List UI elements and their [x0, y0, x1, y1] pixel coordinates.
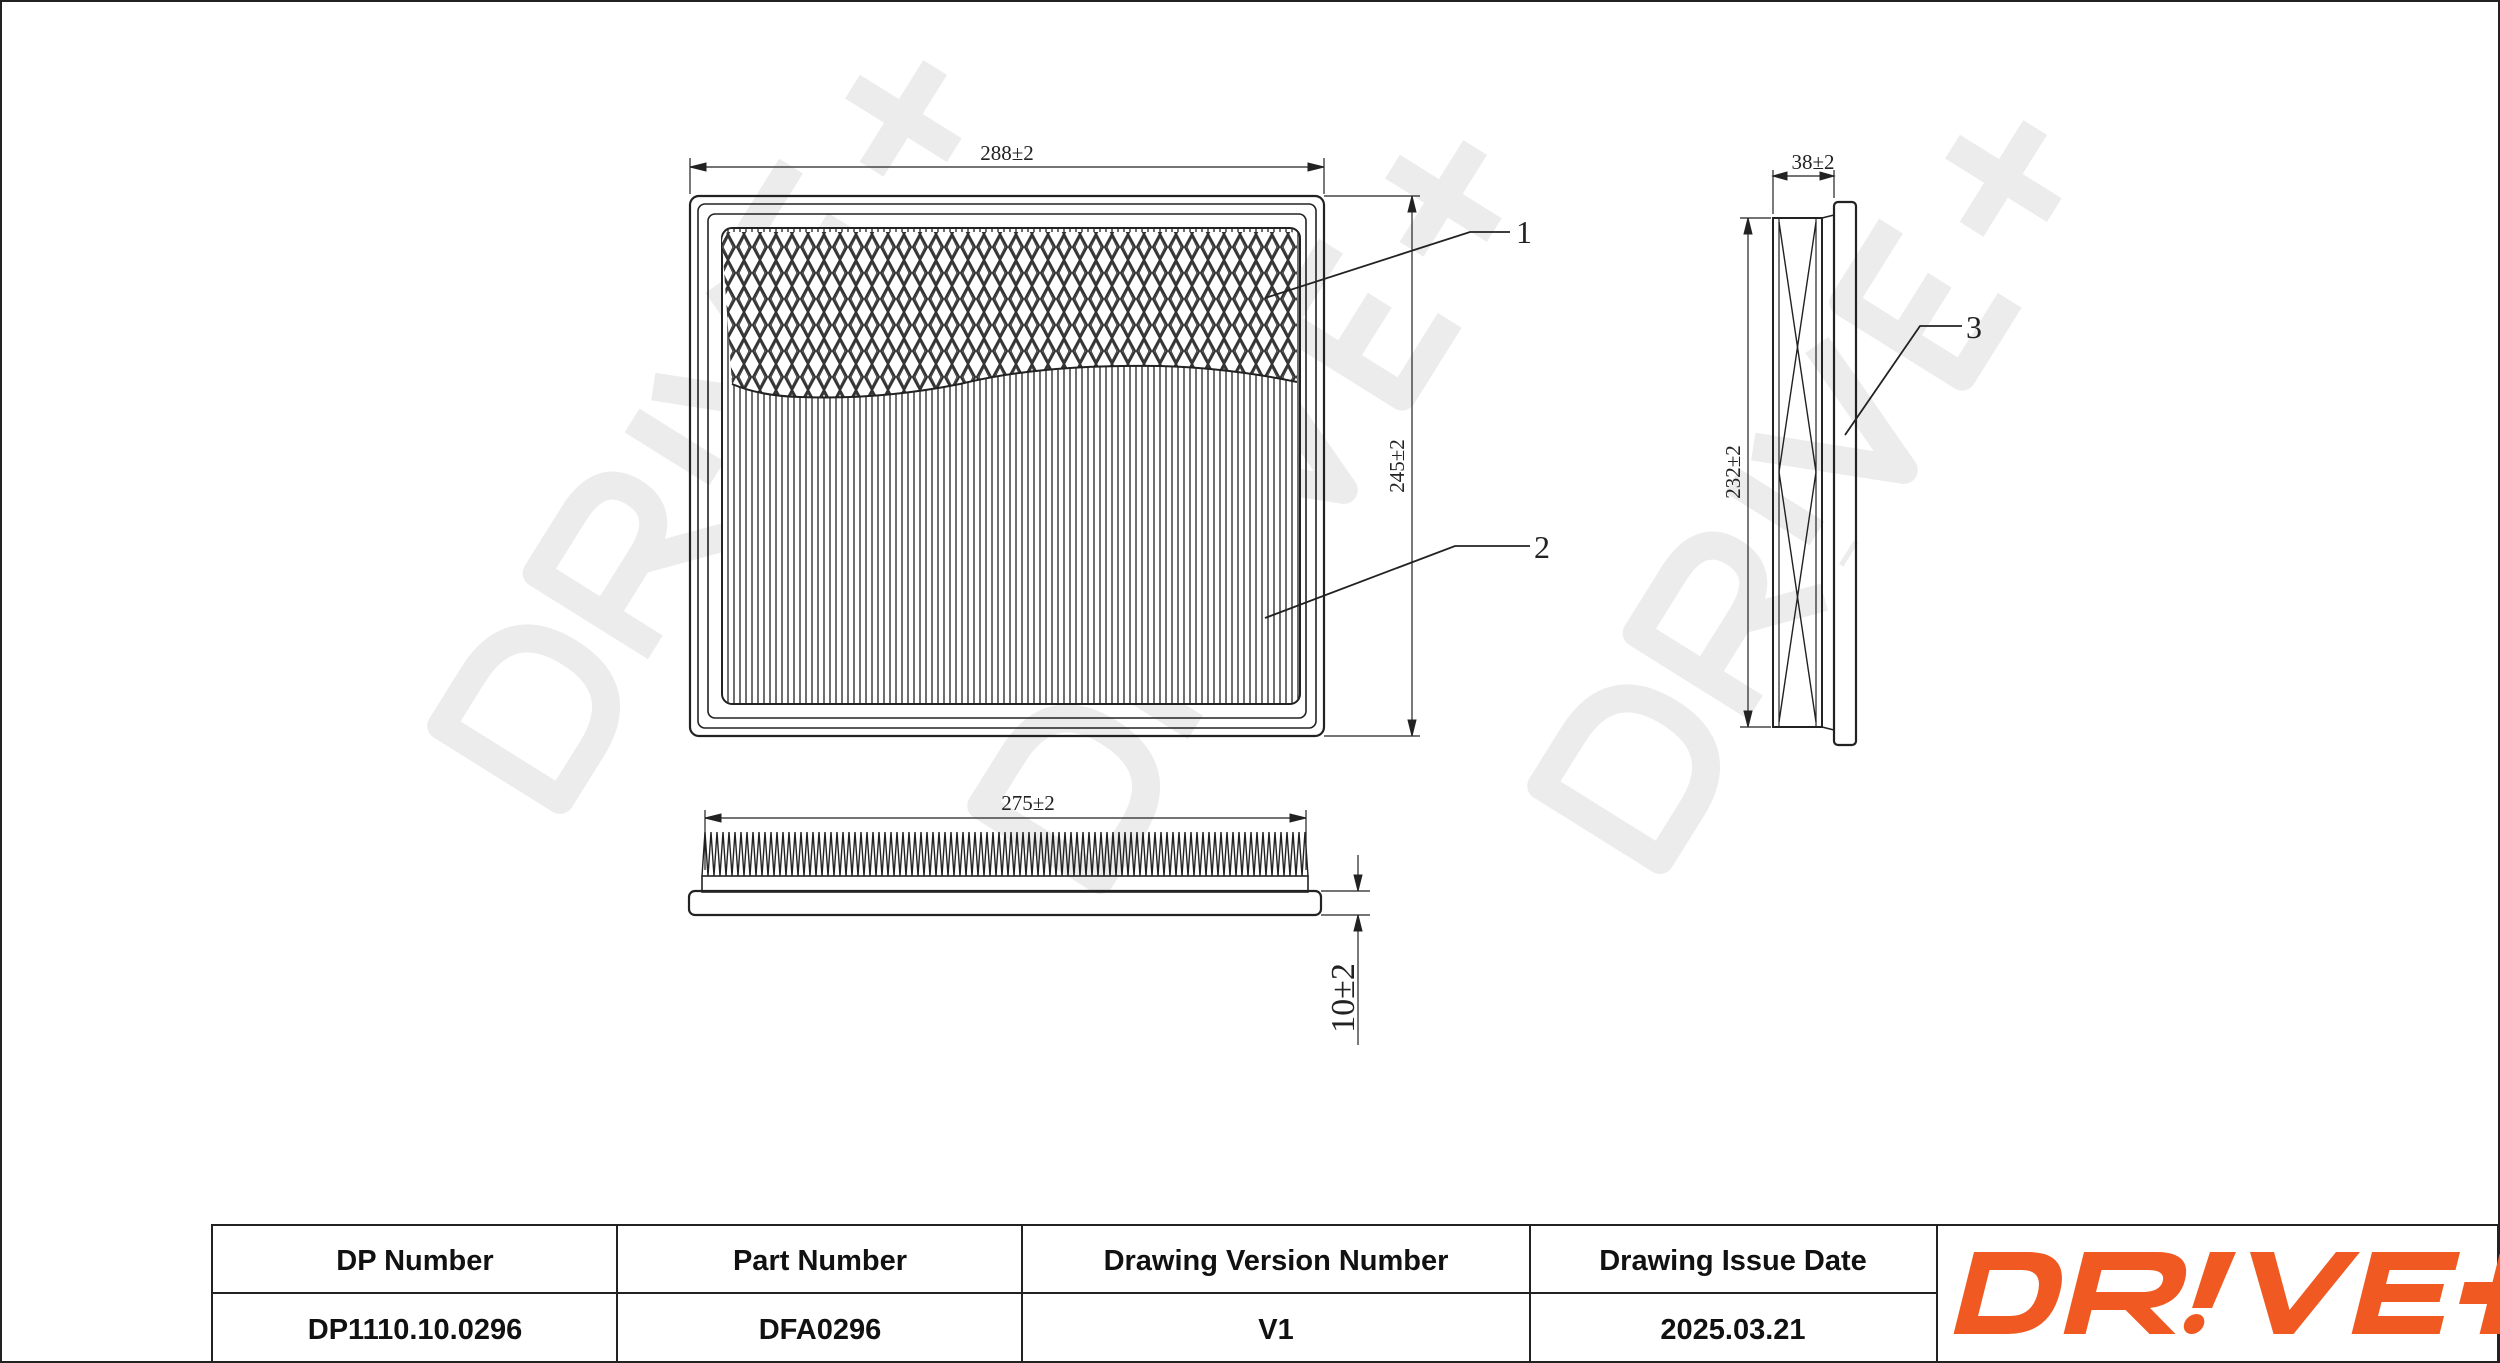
- value-part-number: DFA0296: [758, 1314, 882, 1346]
- front-width-dimension: 275±2: [1001, 791, 1055, 815]
- callout-2: 2: [1534, 529, 1550, 565]
- header-part-number: Part Number: [732, 1245, 908, 1277]
- header-issue-date: Drawing Issue Date: [1599, 1245, 1867, 1277]
- callout-1: 1: [1516, 214, 1532, 250]
- top-width-dimension: 288±2: [980, 141, 1034, 165]
- top-view: [690, 196, 1324, 736]
- side-height-dimension: 232±2: [1721, 445, 1745, 499]
- value-dp-number: DP1110.10.0296: [307, 1314, 523, 1346]
- header-drawing-version: Drawing Version Number: [1103, 1245, 1449, 1277]
- front-base-plate: [689, 891, 1321, 915]
- value-drawing-version: V1: [1258, 1314, 1294, 1346]
- value-issue-date: 2025.03.21: [1660, 1314, 1806, 1346]
- drive-logo: [1954, 1252, 2500, 1334]
- top-height-dimension: 245±2: [1385, 439, 1409, 493]
- side-depth-dimension: 38±2: [1791, 150, 1835, 174]
- front-height-dimension: 10±2: [1325, 963, 1362, 1033]
- front-view: [689, 832, 1321, 915]
- header-dp-number: DP Number: [336, 1245, 494, 1277]
- callout-3: 3: [1966, 309, 1982, 345]
- front-pleat-teeth: [702, 832, 1308, 876]
- side-body: [1773, 218, 1822, 727]
- front-pleat-block: [702, 876, 1308, 892]
